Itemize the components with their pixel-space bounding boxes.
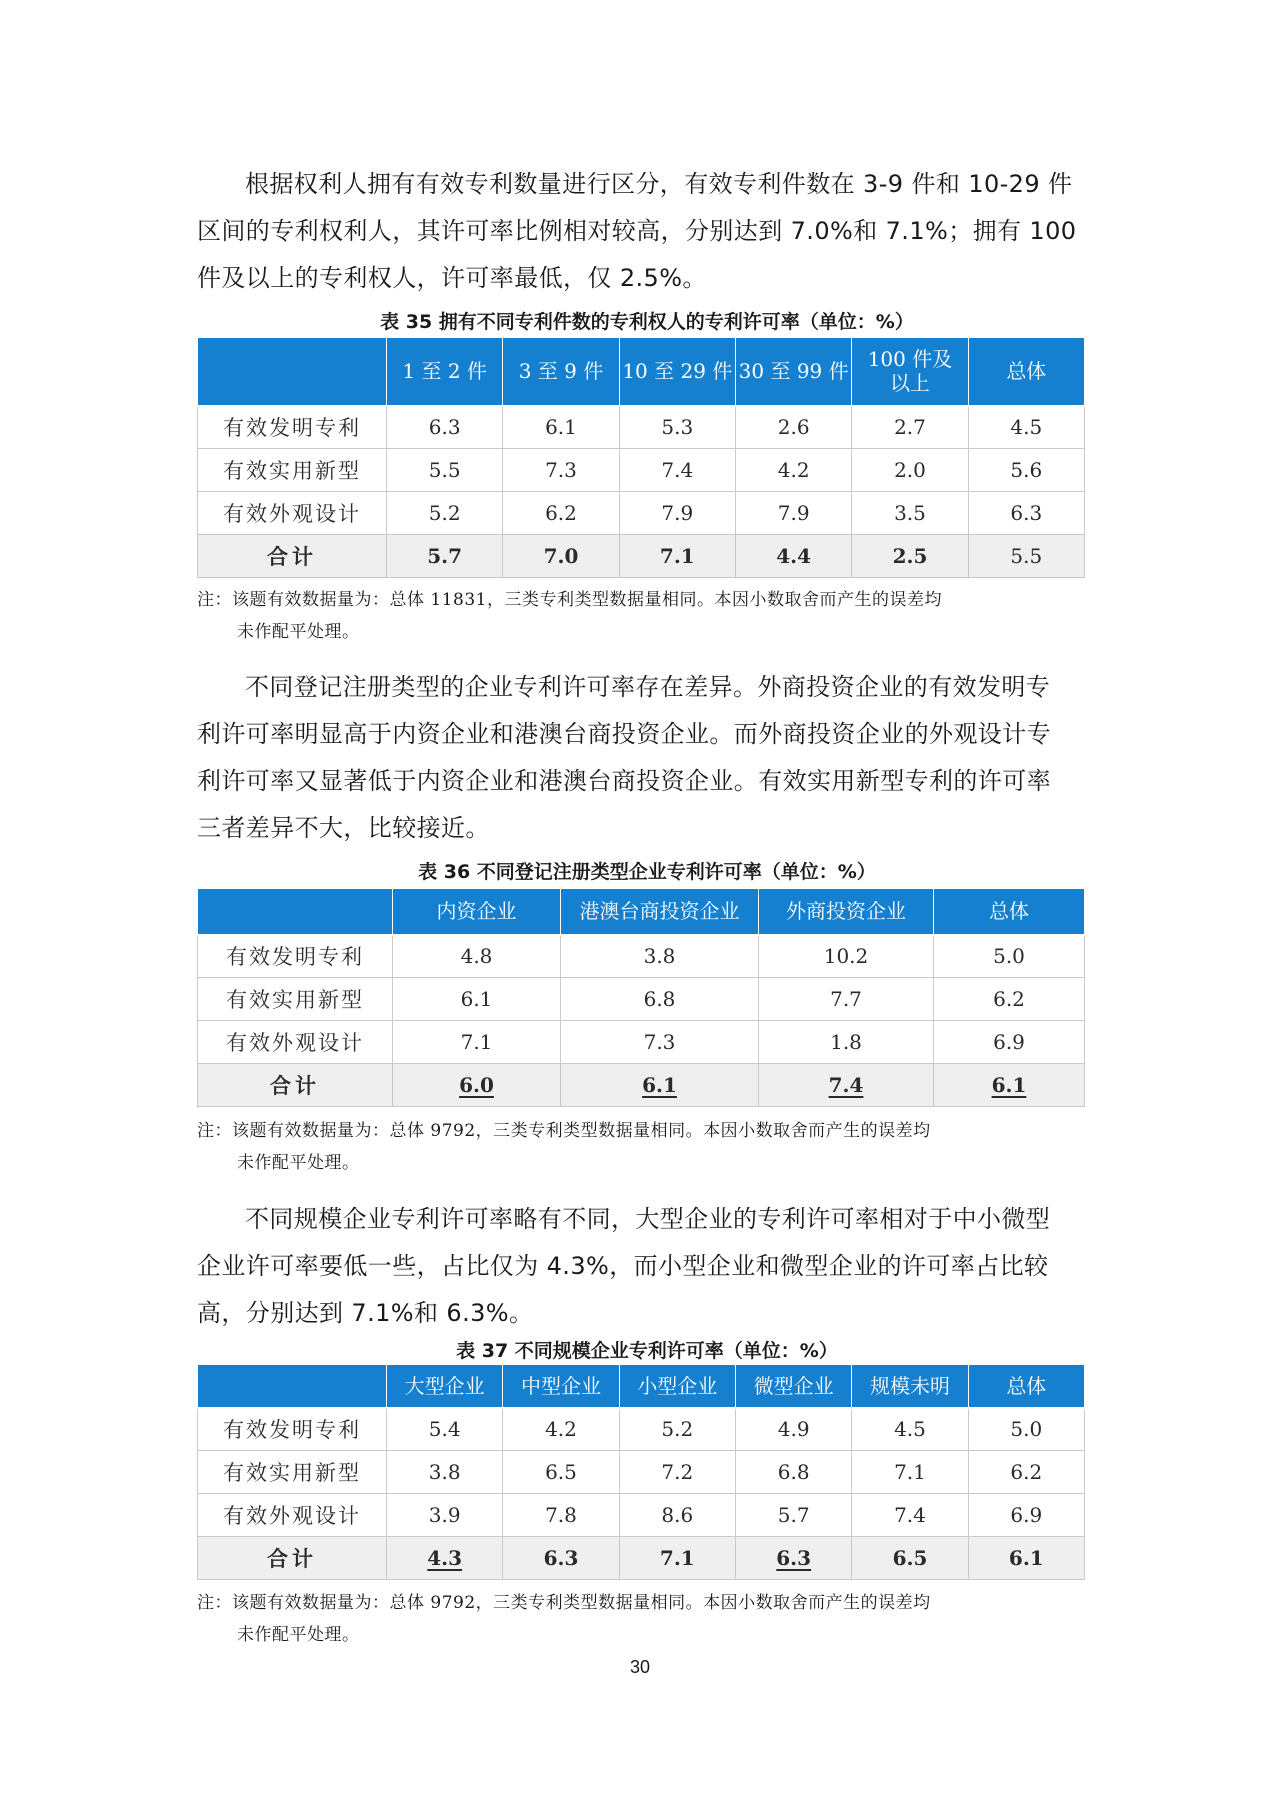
data-cell: 2.7: [852, 406, 968, 449]
paragraph-line: 区间的专利权利人，其许可率比例相对较高，分别达到 7.0%和 7.1%；拥有 100: [197, 217, 1077, 245]
total-cell: 7.0: [503, 535, 619, 578]
data-cell: 6.3: [968, 492, 1084, 535]
total-value: 6.1: [642, 1073, 677, 1097]
total-cell: 5.5: [968, 535, 1084, 578]
data-cell: 5.7: [735, 1494, 851, 1537]
row-label: 有效实用新型: [198, 449, 387, 492]
paragraph-line: 高，分别达到 7.1%和 6.3%。: [197, 1299, 534, 1327]
data-cell: 6.2: [934, 978, 1085, 1021]
table-35: [197, 337, 1085, 578]
paragraph-line: 利许可率明显高于内资企业和港澳台商投资企业。而外商投资企业的外观设计专: [197, 720, 1051, 748]
data-cell: 5.2: [387, 492, 503, 535]
total-cell: 4.4: [735, 535, 851, 578]
data-cell: 7.9: [735, 492, 851, 535]
data-cell: 6.8: [561, 978, 759, 1021]
total-cell: 6.1: [968, 1537, 1084, 1580]
table-37-caption: 表 37 不同规模企业专利许可率（单位：%）: [456, 1340, 838, 1362]
data-cell: 6.2: [968, 1451, 1084, 1494]
table-total-row: [198, 535, 1085, 578]
data-cell: 4.5: [968, 406, 1084, 449]
total-value: 4.3: [427, 1546, 463, 1570]
data-cell: 6.5: [503, 1451, 619, 1494]
row-label: 有效发明专利: [198, 1408, 387, 1451]
header-cell: 10 至 29 件: [619, 338, 735, 406]
data-cell: 7.3: [503, 449, 619, 492]
total-cell: 2.5: [852, 535, 968, 578]
table-36-note: [197, 1115, 1097, 1179]
paragraph-1: [197, 161, 1097, 302]
row-label: 有效外观设计: [198, 492, 387, 535]
data-cell: 6.9: [968, 1494, 1084, 1537]
table-row: [198, 449, 1085, 492]
data-cell: 4.8: [393, 935, 561, 978]
data-cell: 7.1: [852, 1451, 968, 1494]
data-cell: 5.3: [619, 406, 735, 449]
data-cell: 2.0: [852, 449, 968, 492]
total-cell: 6.3: [503, 1537, 619, 1580]
table-37-note: [197, 1587, 1097, 1651]
table-row: [198, 1021, 1085, 1064]
total-cell: [561, 1064, 759, 1107]
table-row: [198, 935, 1085, 978]
table-row: [198, 978, 1085, 1021]
header-cell: 中型企业: [503, 1365, 619, 1408]
paragraph-3: [197, 1196, 1097, 1337]
total-cell: [393, 1064, 561, 1107]
total-value: 6.0: [459, 1073, 494, 1097]
header-cell: [852, 338, 968, 406]
data-cell: 3.8: [387, 1451, 503, 1494]
note-line: 未作配平处理。: [237, 1153, 360, 1173]
table-total-row: [198, 1064, 1085, 1107]
note-line: 注：该题有效数据量为：总体 11831，三类专利类型数据量相同。本因小数取舍而产生的误差均: [197, 590, 942, 610]
total-cell: 7.1: [619, 1537, 735, 1580]
data-cell: 5.4: [387, 1408, 503, 1451]
data-cell: 6.1: [393, 978, 561, 1021]
total-cell: 7.1: [619, 535, 735, 578]
data-cell: 5.0: [934, 935, 1085, 978]
data-cell: 4.9: [735, 1408, 851, 1451]
table-row: [198, 1408, 1085, 1451]
data-cell: 6.1: [503, 406, 619, 449]
header-cell: 总体: [968, 338, 1084, 406]
table-row: [198, 406, 1085, 449]
paragraph-line: 利许可率又显著低于内资企业和港澳台商投资企业。有效实用新型专利的许可率: [197, 767, 1051, 795]
row-label: 有效外观设计: [198, 1021, 393, 1064]
data-cell: 7.2: [619, 1451, 735, 1494]
note-line: 注：该题有效数据量为：总体 9792，三类专利类型数据量相同。本因小数取舍而产生的误差均: [197, 1121, 931, 1141]
header-cell: 总体: [934, 889, 1085, 935]
total-cell: 6.5: [852, 1537, 968, 1580]
paragraph-line: 企业许可率要低一些，占比仅为 4.3%，而小型企业和微型企业的许可率占比较: [197, 1252, 1049, 1280]
total-value: 6.1: [991, 1073, 1027, 1097]
data-cell: 4.2: [503, 1408, 619, 1451]
data-cell: 7.9: [619, 492, 735, 535]
data-cell: 7.4: [619, 449, 735, 492]
data-cell: 7.4: [852, 1494, 968, 1537]
data-cell: 4.2: [735, 449, 851, 492]
data-cell: 5.2: [619, 1408, 735, 1451]
header-cell: [198, 338, 387, 406]
header-cell: 30 至 99 件: [735, 338, 851, 406]
header-cell: 1 至 2 件: [387, 338, 503, 406]
header-cell: 港澳台商投资企业: [561, 889, 759, 935]
header-cell: 内资企业: [393, 889, 561, 935]
row-label: 有效发明专利: [198, 935, 393, 978]
table-header-row: [198, 889, 1085, 935]
data-cell: 5.5: [387, 449, 503, 492]
header-cell: 总体: [968, 1365, 1084, 1408]
table-37: [197, 1364, 1085, 1580]
header-cell: 3 至 9 件: [503, 338, 619, 406]
page-number: 30: [629, 1657, 651, 1677]
note-line: 注：该题有效数据量为：总体 9792，三类专利类型数据量相同。本因小数取舍而产生的误差均: [197, 1593, 931, 1613]
header-cell: 小型企业: [619, 1365, 735, 1408]
row-label: 合计: [198, 1537, 387, 1580]
header-cell: 大型企业: [387, 1365, 503, 1408]
header-cell: [198, 1365, 387, 1408]
data-cell: 10.2: [759, 935, 934, 978]
data-cell: 6.8: [735, 1451, 851, 1494]
note-line: 未作配平处理。: [237, 622, 360, 642]
data-cell: 3.8: [561, 935, 759, 978]
data-cell: 5.6: [968, 449, 1084, 492]
data-cell: 5.0: [968, 1408, 1084, 1451]
header-cell: 规模未明: [852, 1365, 968, 1408]
header-cell: [198, 889, 393, 935]
table-36: [197, 888, 1085, 1107]
paragraph-line: 根据权利人拥有有效专利数量进行区分，有效专利件数在 3-9 件和 10-29 件: [245, 170, 1073, 198]
row-label: 合计: [198, 1064, 393, 1107]
table-row: [198, 492, 1085, 535]
table-header-row: [198, 1365, 1085, 1408]
table-35-caption: 表 35 拥有不同专利件数的专利权人的专利许可率（单位：%）: [380, 311, 914, 333]
table-row: [198, 1494, 1085, 1537]
data-cell: 2.6: [735, 406, 851, 449]
total-value: 6.3: [776, 1546, 812, 1570]
data-cell: 3.5: [852, 492, 968, 535]
paragraph-2: [197, 664, 1097, 852]
data-cell: 6.2: [503, 492, 619, 535]
data-cell: 4.5: [852, 1408, 968, 1451]
table-row: [198, 1451, 1085, 1494]
paragraph-line: 件及以上的专利权人，许可率最低，仅 2.5%。: [197, 264, 707, 292]
data-cell: 6.9: [934, 1021, 1085, 1064]
header-cell: 外商投资企业: [759, 889, 934, 935]
data-cell: 6.3: [387, 406, 503, 449]
table-header-row: [198, 338, 1085, 406]
paragraph-line: 三者差异不大，比较接近。: [197, 814, 490, 842]
table-35-note: [197, 584, 1097, 648]
row-label: 有效发明专利: [198, 406, 387, 449]
total-cell: [387, 1537, 503, 1580]
total-cell: [735, 1537, 851, 1580]
data-cell: 7.8: [503, 1494, 619, 1537]
paragraph-line: 不同登记注册类型的企业专利许可率存在差异。外商投资企业的有效发明专: [245, 673, 1051, 701]
row-label: 有效实用新型: [198, 978, 393, 1021]
table-36-caption: 表 36 不同登记注册类型企业专利许可率（单位：%）: [418, 861, 876, 883]
total-cell: [934, 1064, 1085, 1107]
paragraph-line: 不同规模企业专利许可率略有不同，大型企业的专利许可率相对于中小微型: [245, 1205, 1051, 1233]
data-cell: 3.9: [387, 1494, 503, 1537]
header-cell-line: 100 件及: [867, 347, 953, 372]
row-label: 有效实用新型: [198, 1451, 387, 1494]
total-value: 7.4: [828, 1073, 864, 1097]
note-line: 未作配平处理。: [237, 1625, 360, 1645]
header-cell-line: 以上: [889, 371, 930, 396]
data-cell: 7.3: [561, 1021, 759, 1064]
data-cell: 1.8: [759, 1021, 934, 1064]
row-label: 有效外观设计: [198, 1494, 387, 1537]
row-label: 合计: [198, 535, 387, 578]
data-cell: 7.7: [759, 978, 934, 1021]
data-cell: 8.6: [619, 1494, 735, 1537]
data-cell: 7.1: [393, 1021, 561, 1064]
header-cell: 微型企业: [735, 1365, 851, 1408]
total-cell: 5.7: [387, 535, 503, 578]
table-total-row: [198, 1537, 1085, 1580]
total-cell: [759, 1064, 934, 1107]
